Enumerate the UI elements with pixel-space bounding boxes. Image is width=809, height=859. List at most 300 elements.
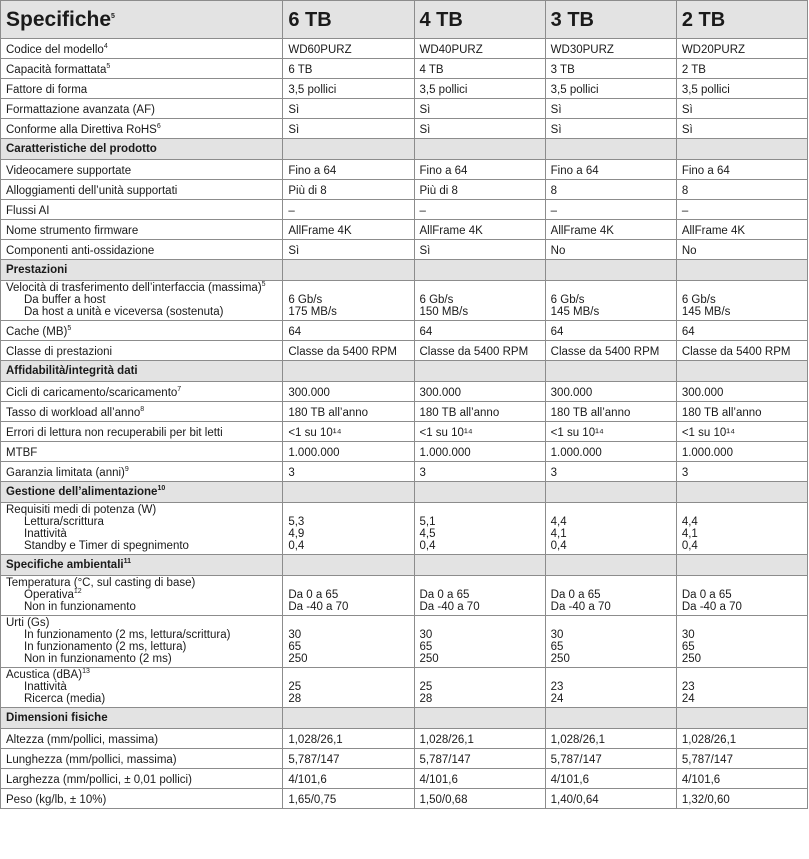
spec-value: WD60PURZ <box>283 39 414 59</box>
spec-value: Sì <box>545 119 676 139</box>
spec-label-text <box>6 165 277 177</box>
spec-value: <1 su 10¹⁴ <box>414 422 545 442</box>
spec-value-line: 24 <box>681 693 695 705</box>
spec-value: WD30PURZ <box>545 39 676 59</box>
spec-value: 4/101,6 <box>545 769 676 789</box>
section-title <box>1 139 283 160</box>
spec-value-line: 30 <box>550 629 564 641</box>
spec-label <box>1 240 283 260</box>
spec-value-line: 65 <box>550 641 564 653</box>
section-title-text: Dimensioni fisiche <box>6 711 108 724</box>
spec-label-text <box>6 326 277 338</box>
spec-value-line: 30 <box>681 629 695 641</box>
spec-row <box>1 576 808 616</box>
spec-value-line: Da -40 a 70 <box>288 601 349 613</box>
spec-value <box>414 503 545 555</box>
spec-label <box>1 462 283 482</box>
spec-value-line: 28 <box>288 693 302 705</box>
footnote-marker: 11 <box>123 557 132 565</box>
spec-value <box>283 281 414 321</box>
section-empty-cell <box>283 708 414 729</box>
spec-value: 300.000 <box>545 382 676 402</box>
spec-value-line: 4,1 <box>550 528 567 540</box>
spec-row <box>1 99 808 119</box>
label-text: Urti (Gs) <box>6 617 50 629</box>
spec-label <box>1 402 283 422</box>
spec-label <box>1 382 283 402</box>
label-text: Garanzia limitata (anni) <box>6 467 125 479</box>
sublabel-text: Da buffer a host <box>24 294 106 306</box>
section-title-text: Prestazioni <box>6 263 68 276</box>
spec-value-line: 65 <box>681 641 695 653</box>
spec-label <box>1 576 283 616</box>
section-title-text: Affidabilità/integrità dati <box>6 364 138 377</box>
spec-label <box>1 442 283 462</box>
spec-row <box>1 503 808 555</box>
spec-sublabel <box>6 306 277 318</box>
spec-value-line: 28 <box>419 693 433 705</box>
footnote-marker: 12 <box>73 588 82 596</box>
spec-label-text <box>6 346 277 358</box>
spec-value-line: 0,4 <box>550 540 567 552</box>
spec-label <box>1 180 283 200</box>
spec-row <box>1 39 808 59</box>
spec-value: 300.000 <box>283 382 414 402</box>
section-empty-cell <box>676 139 807 160</box>
spec-label <box>1 119 283 139</box>
spec-row <box>1 59 808 79</box>
footnote-marker: 5 <box>261 281 266 289</box>
label-text: Peso (kg/lb, ± 10%) <box>6 794 107 806</box>
spec-label <box>1 99 283 119</box>
spec-label-text <box>6 734 277 746</box>
label-text: Nome strumento firmware <box>6 225 139 237</box>
footnote-marker: 9 <box>124 466 129 474</box>
section-title <box>1 361 283 382</box>
spec-value-line: 30 <box>419 629 433 641</box>
spec-row <box>1 422 808 442</box>
section-header-row <box>1 139 808 160</box>
section-empty-cell <box>283 555 414 576</box>
spec-value: 64 <box>676 321 807 341</box>
spec-row <box>1 769 808 789</box>
spec-value-line: 250 <box>681 653 701 665</box>
spec-value: 3,5 pollici <box>545 79 676 99</box>
spec-value: Fino a 64 <box>414 160 545 180</box>
spec-value: – <box>283 200 414 220</box>
spec-label-text <box>6 44 277 56</box>
spec-label-text <box>6 577 277 589</box>
spec-value <box>283 668 414 708</box>
capacity-header-6tb: 6 TB <box>283 1 414 39</box>
label-text: Cicli di caricamento/scaricamento <box>6 387 178 399</box>
spec-label <box>1 729 283 749</box>
spec-value: 1,028/26,1 <box>283 729 414 749</box>
section-header-row <box>1 260 808 281</box>
footnote-marker: 4 <box>103 43 108 51</box>
section-title <box>1 708 283 729</box>
section-title <box>1 482 283 503</box>
spec-value: WD40PURZ <box>414 39 545 59</box>
spec-value: Classe da 5400 RPM <box>283 341 414 361</box>
spec-label <box>1 341 283 361</box>
capacity-header-2tb: 2 TB <box>676 1 807 39</box>
label-text: Errori di lettura non recuperabili per bit letti <box>6 427 223 439</box>
spec-label-text <box>6 504 277 516</box>
spec-value: WD20PURZ <box>676 39 807 59</box>
sublabel-text: Inattività <box>24 681 67 693</box>
spec-value: 5,787/147 <box>283 749 414 769</box>
spec-sublabel <box>6 528 277 540</box>
spec-value-line: 30 <box>288 629 302 641</box>
spec-value: 4 TB <box>414 59 545 79</box>
spec-value: Fino a 64 <box>676 160 807 180</box>
footnote-marker: 7 <box>177 386 182 394</box>
section-title <box>1 555 283 576</box>
spec-value: 64 <box>545 321 676 341</box>
spec-value-line: 0,4 <box>419 540 436 552</box>
spec-value-line: 145 MB/s <box>550 306 600 318</box>
spec-value-line: 4,1 <box>681 528 698 540</box>
spec-value-line: Da 0 a 65 <box>288 589 339 601</box>
spec-label-text <box>6 617 277 629</box>
spec-value: 1,028/26,1 <box>676 729 807 749</box>
spec-row <box>1 281 808 321</box>
spec-value: Classe da 5400 RPM <box>676 341 807 361</box>
spec-value-line: Da -40 a 70 <box>419 601 480 613</box>
spec-value: – <box>414 200 545 220</box>
spec-value <box>414 616 545 668</box>
spec-row <box>1 220 808 240</box>
spec-label <box>1 769 283 789</box>
section-empty-cell <box>545 361 676 382</box>
spec-value: <1 su 10¹⁴ <box>545 422 676 442</box>
spec-label <box>1 39 283 59</box>
label-text: Larghezza (mm/pollici, ± 0,01 pollici) <box>6 774 192 786</box>
capacity-header-3tb: 3 TB <box>545 1 676 39</box>
section-title-text: Caratteristiche del prodotto <box>6 142 157 155</box>
spec-label-text <box>6 84 277 96</box>
spec-value: No <box>676 240 807 260</box>
spec-row <box>1 200 808 220</box>
spec-value: 180 TB all’anno <box>545 402 676 422</box>
spec-value: 180 TB all’anno <box>414 402 545 422</box>
label-text: Requisiti medi di potenza (W) <box>6 504 157 516</box>
label-text: Classe di prestazioni <box>6 346 113 358</box>
spec-value: <1 su 10¹⁴ <box>676 422 807 442</box>
spec-row <box>1 789 808 809</box>
spec-value-line: Da 0 a 65 <box>681 589 732 601</box>
spec-value: AllFrame 4K <box>676 220 807 240</box>
spec-value: Sì <box>414 119 545 139</box>
spec-value: 64 <box>414 321 545 341</box>
label-text: Alloggiamenti dell’unità supportati <box>6 185 178 197</box>
section-header-row <box>1 555 808 576</box>
spec-value: 3,5 pollici <box>414 79 545 99</box>
spec-value: Più di 8 <box>283 180 414 200</box>
spec-value: Sì <box>283 240 414 260</box>
spec-label <box>1 503 283 555</box>
spec-label <box>1 789 283 809</box>
spec-value: 3,5 pollici <box>283 79 414 99</box>
spec-label <box>1 220 283 240</box>
sublabel-text: Standby e Timer di spegnimento <box>24 540 189 552</box>
spec-label-text <box>6 774 277 786</box>
spec-value: Fino a 64 <box>283 160 414 180</box>
spec-row <box>1 616 808 668</box>
spec-value-line: Da 0 a 65 <box>550 589 601 601</box>
spec-value: 4/101,6 <box>283 769 414 789</box>
spec-label-text <box>6 205 277 217</box>
spec-value <box>676 576 807 616</box>
spec-row <box>1 382 808 402</box>
spec-value: 64 <box>283 321 414 341</box>
spec-value: 1,65/0,75 <box>283 789 414 809</box>
spec-value: Fino a 64 <box>545 160 676 180</box>
section-title-text: Gestione dell’alimentazione <box>6 485 158 498</box>
spec-value: 5,787/147 <box>414 749 545 769</box>
spec-row <box>1 180 808 200</box>
spec-value-line: 24 <box>550 693 564 705</box>
spec-value <box>414 576 545 616</box>
section-empty-cell <box>414 361 545 382</box>
spec-label <box>1 160 283 180</box>
table-title-text: Specifiche <box>6 8 112 31</box>
footnote-marker: 6 <box>156 123 161 131</box>
sublabel-text: Lettura/scrittura <box>24 516 104 528</box>
footnote-marker: 5 <box>106 63 111 71</box>
label-text: Componenti anti-ossidazione <box>6 245 155 257</box>
spec-value: 1,50/0,68 <box>414 789 545 809</box>
spec-value: 1.000.000 <box>414 442 545 462</box>
section-header-row <box>1 482 808 503</box>
spec-value: Sì <box>676 99 807 119</box>
section-empty-cell <box>545 708 676 729</box>
spec-value-line: 145 MB/s <box>681 306 731 318</box>
spec-value: AllFrame 4K <box>283 220 414 240</box>
spec-value: 1.000.000 <box>545 442 676 462</box>
section-title <box>1 260 283 281</box>
spec-value: 1.000.000 <box>283 442 414 462</box>
spec-value: AllFrame 4K <box>414 220 545 240</box>
spec-label-text <box>6 104 277 116</box>
spec-value: 3 TB <box>545 59 676 79</box>
spec-value: 1.000.000 <box>676 442 807 462</box>
spec-value <box>414 668 545 708</box>
spec-value-line: 5,1 <box>419 516 436 528</box>
spec-value <box>676 503 807 555</box>
spec-label-text <box>6 467 277 479</box>
capacity-header-4tb: 4 TB <box>414 1 545 39</box>
label-text: Conforme alla Direttiva RoHS <box>6 124 157 136</box>
label-text: Temperatura (°C, sul casting di base) <box>6 577 196 589</box>
sublabel-text: In funzionamento (2 ms, lettura/scrittura) <box>24 629 231 641</box>
spec-value-line: 4,5 <box>419 528 436 540</box>
section-empty-cell <box>283 139 414 160</box>
spec-value: Classe da 5400 RPM <box>545 341 676 361</box>
label-text: Codice del modello <box>6 44 104 56</box>
spec-value-line: 250 <box>550 653 570 665</box>
spec-value: 3,5 pollici <box>676 79 807 99</box>
spec-value: 5,787/147 <box>676 749 807 769</box>
spec-value: 1,40/0,64 <box>545 789 676 809</box>
spec-sublabel <box>6 589 277 601</box>
label-text: Acustica (dBA) <box>6 669 83 681</box>
footnote-marker: 8 <box>140 406 145 414</box>
label-text: Flussi AI <box>6 205 50 217</box>
spec-row <box>1 160 808 180</box>
spec-sublabel <box>6 601 277 613</box>
sublabel-text: Inattività <box>24 528 67 540</box>
label-text: Velocità di trasferimento dell’interfaccia (massima) <box>6 282 262 294</box>
table-title-footnote: 5 <box>111 13 115 20</box>
section-header-row <box>1 708 808 729</box>
spec-label-text <box>6 64 277 76</box>
spec-value <box>545 576 676 616</box>
spec-value-line: Da -40 a 70 <box>681 601 742 613</box>
section-empty-cell <box>676 708 807 729</box>
label-text: Tasso di workload all’anno <box>6 407 141 419</box>
spec-label-text <box>6 185 277 197</box>
sublabel-text: Ricerca (media) <box>24 693 106 705</box>
spec-value: <1 su 10¹⁴ <box>283 422 414 442</box>
spec-value: 300.000 <box>414 382 545 402</box>
spec-row <box>1 341 808 361</box>
label-text: Fattore di forma <box>6 84 88 96</box>
footnote-marker: 5 <box>67 325 72 333</box>
spec-value-line: 25 <box>419 681 433 693</box>
spec-row <box>1 729 808 749</box>
section-empty-cell <box>676 482 807 503</box>
section-empty-cell <box>545 139 676 160</box>
spec-sublabel <box>6 294 277 306</box>
section-empty-cell <box>545 482 676 503</box>
spec-label-text <box>6 447 277 459</box>
spec-row <box>1 442 808 462</box>
spec-value <box>676 668 807 708</box>
spec-value <box>283 616 414 668</box>
spec-value: 1,028/26,1 <box>545 729 676 749</box>
spec-value: Sì <box>676 119 807 139</box>
spec-value: 180 TB all’anno <box>676 402 807 422</box>
section-empty-cell <box>414 708 545 729</box>
spec-sublabel <box>6 516 277 528</box>
spec-label <box>1 59 283 79</box>
spec-row <box>1 749 808 769</box>
spec-label-text <box>6 794 277 806</box>
spec-value: Sì <box>414 99 545 119</box>
spec-value-line: 6 Gb/s <box>288 294 323 306</box>
spec-value-line: 0,4 <box>288 540 305 552</box>
spec-value: Classe da 5400 RPM <box>414 341 545 361</box>
spec-value: 3 <box>414 462 545 482</box>
spec-value-line: 4,9 <box>288 528 305 540</box>
header-row <box>1 1 808 39</box>
spec-value: 2 TB <box>676 59 807 79</box>
spec-value: 300.000 <box>676 382 807 402</box>
spec-value: Sì <box>414 240 545 260</box>
spec-label-text <box>6 225 277 237</box>
section-empty-cell <box>283 361 414 382</box>
spec-row <box>1 119 808 139</box>
section-empty-cell <box>414 260 545 281</box>
section-title-text: Specifiche ambientali <box>6 558 124 571</box>
spec-value-line: 150 MB/s <box>419 306 469 318</box>
spec-value: 8 <box>545 180 676 200</box>
sublabel-text: Non in funzionamento <box>24 601 136 613</box>
spec-sublabel <box>6 629 277 641</box>
spec-value <box>414 281 545 321</box>
footnote-marker: 13 <box>82 668 90 676</box>
sublabel-text: Operativa <box>24 589 74 601</box>
spec-value: 1,028/26,1 <box>414 729 545 749</box>
spec-value: – <box>545 200 676 220</box>
section-empty-cell <box>283 482 414 503</box>
spec-label-text <box>6 407 277 419</box>
spec-value: Sì <box>283 119 414 139</box>
label-text: MTBF <box>6 447 38 459</box>
spec-value: 8 <box>676 180 807 200</box>
spec-value-line: 4,4 <box>550 516 567 528</box>
spec-sublabel <box>6 693 277 705</box>
spec-label <box>1 749 283 769</box>
spec-row <box>1 462 808 482</box>
spec-label-text <box>6 387 277 399</box>
spec-value: Più di 8 <box>414 180 545 200</box>
section-empty-cell <box>545 555 676 576</box>
spec-label-text <box>6 669 277 681</box>
spec-value: No <box>545 240 676 260</box>
spec-label <box>1 668 283 708</box>
spec-value-line: 5,3 <box>288 516 305 528</box>
spec-value: Sì <box>545 99 676 119</box>
spec-value-line: 65 <box>419 641 433 653</box>
label-text: Cache (MB) <box>6 326 68 338</box>
spec-row <box>1 79 808 99</box>
label-text: Capacità formattata <box>6 64 107 76</box>
section-header-row <box>1 361 808 382</box>
spec-value: 3 <box>676 462 807 482</box>
spec-row <box>1 240 808 260</box>
section-empty-cell <box>545 260 676 281</box>
spec-row <box>1 668 808 708</box>
spec-sublabel <box>6 681 277 693</box>
spec-value-line: 6 Gb/s <box>419 294 454 306</box>
spec-value-line: 23 <box>681 681 695 693</box>
spec-label-text <box>6 282 277 294</box>
spec-value <box>283 576 414 616</box>
spec-value <box>676 616 807 668</box>
label-text: Formattazione avanzata (AF) <box>6 104 155 116</box>
spec-value-line: 65 <box>288 641 302 653</box>
spec-value: AllFrame 4K <box>545 220 676 240</box>
label-text: Altezza (mm/pollici, massima) <box>6 734 159 746</box>
spec-value <box>545 281 676 321</box>
spec-value: 3 <box>283 462 414 482</box>
spec-label-text <box>6 754 277 766</box>
section-empty-cell <box>676 361 807 382</box>
label-text: Lunghezza (mm/pollici, massima) <box>6 754 177 766</box>
table-title <box>1 1 283 39</box>
section-empty-cell <box>283 260 414 281</box>
spec-value-line: Da 0 a 65 <box>419 589 470 601</box>
spec-label <box>1 422 283 442</box>
spec-value: 6 TB <box>283 59 414 79</box>
spec-value <box>545 503 676 555</box>
footnote-marker: 10 <box>157 484 166 492</box>
spec-value <box>545 668 676 708</box>
spec-label-text <box>6 427 277 439</box>
